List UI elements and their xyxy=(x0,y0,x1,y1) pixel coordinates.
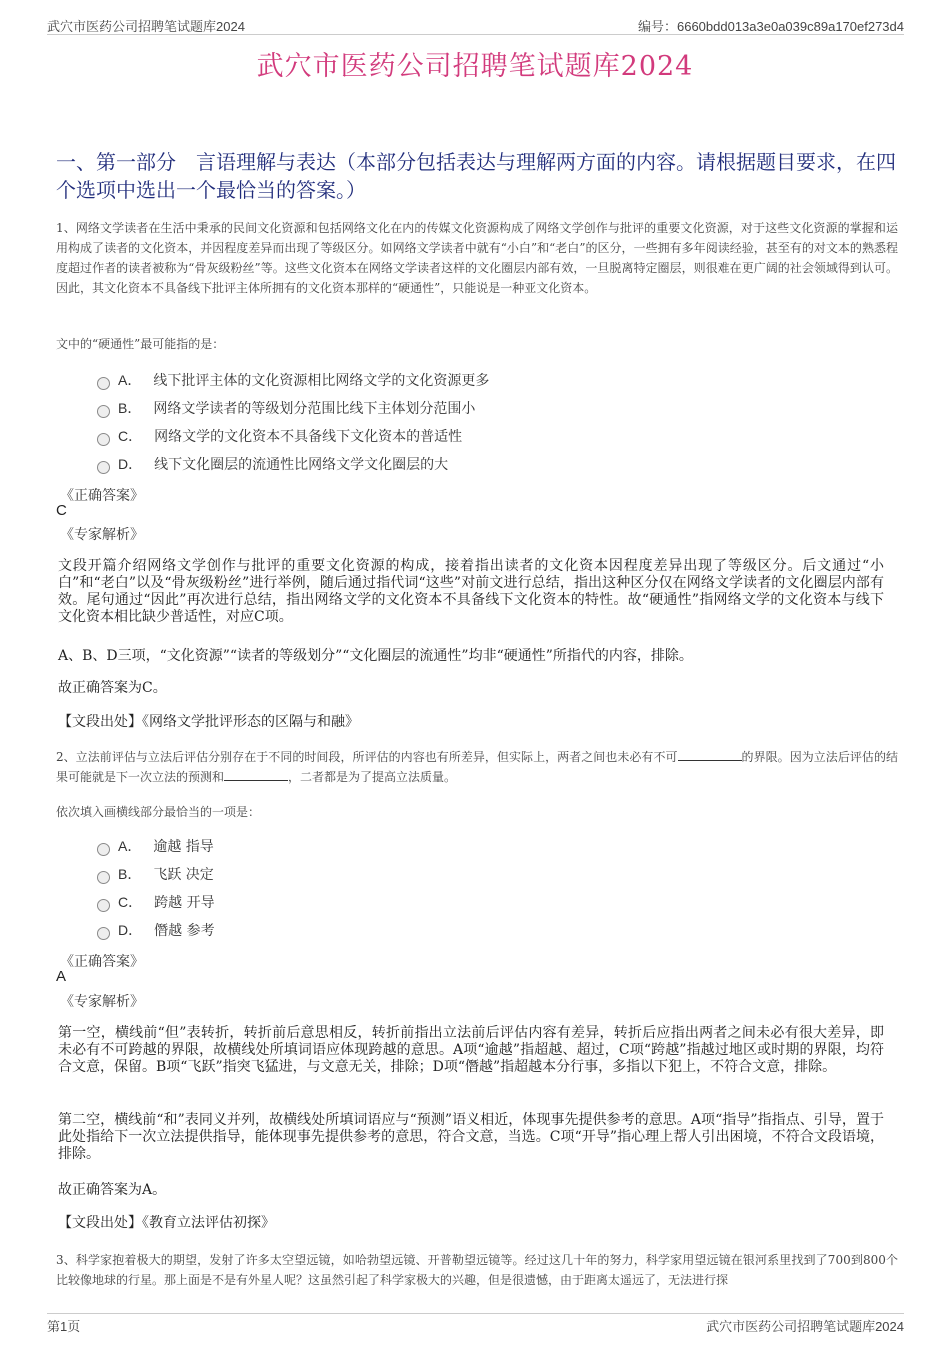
fill-blank-1 xyxy=(678,748,742,761)
q1-option-c[interactable]: C． 网络文学的文化资本不具备线下文化资本的普适性 xyxy=(97,422,489,450)
radio-icon[interactable] xyxy=(97,405,110,418)
radio-icon[interactable] xyxy=(97,871,110,884)
page-title: 武穴市医药公司招聘笔试题库2024 xyxy=(256,51,694,82)
radio-icon[interactable] xyxy=(97,433,110,446)
q2-analysis-para-1: 第一空，横线前“但”表转折，转折前后意思相反，转折前指出立法前后评估内容有差异，转折后应指出两者之间未必有很大差异，即未必有不可跨越的界限，故横线处所填词语应体现跨越的意思。A项“逾越”指超越、超过，C项“跨越”指越过地区或时期的界限，均符合文意，保留。B项“飞跃”指突飞猛进，与文意无关，排除；D项“僭越”指超越本分行事，多指以下犯上，不符合文意，排除。 xyxy=(58,1025,884,1075)
fill-blank-2 xyxy=(224,768,288,781)
q2-option-d[interactable]: D． 僭越 参考 xyxy=(97,916,215,944)
page-number: 第1页 xyxy=(47,1319,81,1334)
q2-option-c[interactable]: C． 跨越 开导 xyxy=(97,888,215,916)
q1-analysis-label: 《专家解析》 xyxy=(60,527,144,543)
question-2-prompt: 依次填入画横线部分最恰当的一项是： xyxy=(56,805,261,819)
q1-analysis-para-1: 文段开篇介绍网络文学创作与批评的重要文化资源的构成，接着指出读者的文化资本因程度差异出现了等级区分。后文通过“小白”和“老白”以及“骨灰级粉丝”进行举例，随后通过指代词“这些”对前文进行总结，指出这种区分仅在网络文学读者的文化圈层内部有效。尾句通过“因此”再次进行总结，指出网络文学的文化资本不具备线下文化资本的特性。故“硬通性”指网络文学的文化资本与线下文化资本相比缺少普适性，对应C项。 xyxy=(58,558,884,625)
q1-answer-label: 《正确答案》 xyxy=(60,488,144,504)
q1-option-d[interactable]: D． 线下文化圈层的流通性比网络文学文化圈层的大 xyxy=(97,450,489,478)
radio-icon[interactable] xyxy=(97,927,110,940)
radio-icon[interactable] xyxy=(97,899,110,912)
q2-analysis-label: 《专家解析》 xyxy=(60,994,144,1010)
radio-icon[interactable] xyxy=(97,843,110,856)
q1-option-a[interactable]: A． 线下批评主体的文化资源相比网络文学的文化资源更多 xyxy=(97,366,489,394)
radio-icon[interactable] xyxy=(97,461,110,474)
q1-analysis-para-3: 故正确答案为C。 xyxy=(58,680,167,696)
q1-source: 【文段出处】《网络文学批评形态的区隔与和融》 xyxy=(58,714,359,730)
radio-icon[interactable] xyxy=(97,377,110,390)
q1-option-b[interactable]: B． 网络文学读者的等级划分范围比线下主体划分范围小 xyxy=(97,394,489,422)
q2-source: 【文段出处】《教育立法评估初探》 xyxy=(58,1215,275,1231)
section-heading: 一、第一部分 言语理解与表达（本部分包括表达与理解两方面的内容。请根据题目要求，在四个选项中选出一个最恰当的答案。） xyxy=(56,150,896,202)
question-2-options xyxy=(97,832,215,944)
question-1-options xyxy=(97,366,489,478)
page-header xyxy=(47,14,904,35)
q1-answer-value: C xyxy=(56,502,67,519)
question-2-stem: 2、立法前评估与立法后评估分别存在于不同的时间段，所评估的内容也有所差异，但实际上，两者之间也未必有不可 的界限。因为立法后评估的结果可能就是下一次立法的预测和 ，二者都是为了提高立法质量。 xyxy=(56,750,898,784)
q2-analysis-para-2: 第二空，横线前“和”表同义并列，故横线处所填词语应与“预测”语义相近，体现事先提供参考的意思。A项“指导”指指点、引导，置于此处指给下一次立法提供指导，能体现事先提供参考的意思，符合文意，当选。C项“开导”指心理上帮人引出困境，不符合文段语境，排除。 xyxy=(58,1112,884,1162)
q2-option-a[interactable]: A． 逾越 指导 xyxy=(97,832,215,860)
header-doc-id: 编号：6660bdd013a3e0a039c89a170ef273d4 xyxy=(637,19,904,34)
q2-analysis-para-3: 故正确答案为A。 xyxy=(58,1182,167,1198)
q2-answer-label: 《正确答案》 xyxy=(60,954,144,970)
question-1-stem: 1、网络文学读者在生活中秉承的民间文化资源和包括网络文化在内的传媒文化资源构成了网络文学创作与批评的重要文化资源，对于这些文化资源的掌握和运用构成了读者的文化资本，并因程度差异而出现了等级区分。如网络文学读者中就有“小白”和“老白”的区分，一些拥有多年阅读经验，甚至有的对文本的熟悉程度超过作者的读者被称为“骨灰级粉丝”等。这些文化资本在网络文学读者这样的文化圈层内部有效，一旦脱离特定圈层，则很难在更广阔的社会领域得到认可。因此，其文化资本不具备线下批评主体所拥有的文化资本那样的“硬通性”，只能说是一种亚文化资本。 xyxy=(56,221,898,295)
question-3-stem: 3、科学家抱着极大的期望，发射了许多太空望远镜，如哈勃望远镜、开普勒望远镜等。经过这几十年的努力，科学家用望远镜在银河系里找到了700到800个比较像地球的行星。那上面是不是有外星人呢？这虽然引起了科学家极大的兴趣，但是很遗憾，由于距离太遥远了，无法进行探 xyxy=(56,1253,898,1287)
q1-analysis-para-2: A、B、D三项，“文化资源”“读者的等级划分”“文化圈层的流通性”均非“硬通性”所指代的内容，排除。 xyxy=(58,648,693,664)
question-1-prompt: 文中的“硬通性”最可能指的是： xyxy=(56,337,225,351)
q2-answer-value: A xyxy=(56,968,67,985)
footer-doc-title: 武穴市医药公司招聘笔试题库2024 xyxy=(706,1319,904,1334)
page-footer xyxy=(47,1313,904,1334)
header-doc-title: 武穴市医药公司招聘笔试题库2024 xyxy=(47,19,245,34)
q2-option-b[interactable]: B． 飞跃 决定 xyxy=(97,860,215,888)
